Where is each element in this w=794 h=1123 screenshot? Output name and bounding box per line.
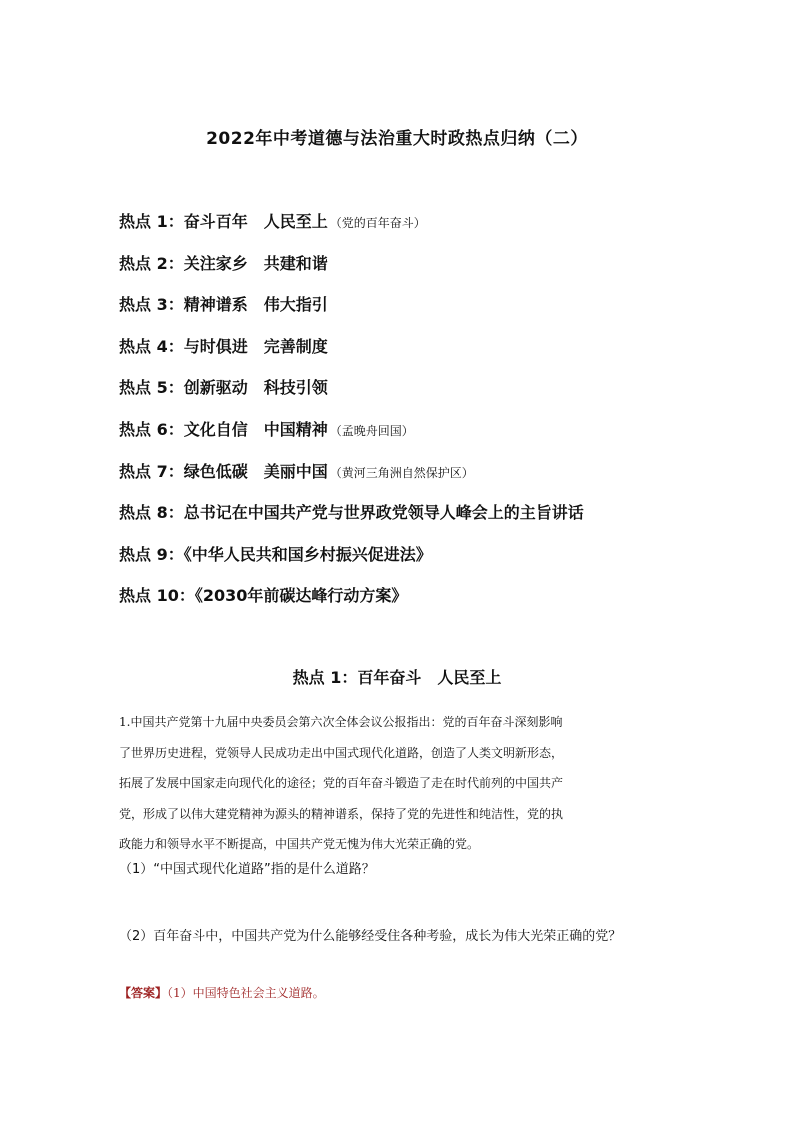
answer-text: （1）中国特色社会主义道路。 [167,986,325,1000]
hotspot-label: 热点 9：《中华人民共和国乡村振兴促进法》 [119,544,432,564]
hotspot-note: （孟晚舟回国） [329,423,414,438]
hotspot-item [119,333,584,375]
paragraph-line: 政能力和领导水平不断提高，中国共产党无愧为伟大光荣正确的党。 [119,837,480,851]
hotspot-item [119,250,584,292]
question-2: （2）百年奋斗中，中国共产党为什么能够经受住各种考验，成长为伟大光荣正确的党？ [119,929,622,944]
hotspot-note: （黄河三角洲自然保护区） [329,465,474,480]
material-paragraph [119,707,691,860]
section-title: 热点 1：百年奋斗 人民至上 [292,668,502,687]
answer [119,984,325,1001]
answer-tag: 【答案】 [119,986,168,1000]
hotspot-item [119,458,584,500]
hotspot-item [119,374,584,416]
paragraph-line: 了世界历史进程，党领导人民成功走出中国式现代化道路，创造了人类文明新形态， [119,745,564,760]
paragraph-line: 党，形成了以伟大建党精神为源头的精神谱系，保持了党的先进性和纯洁性，党的执 [119,806,564,821]
hotspot-label: 热点 6：文化自信 中国精神 [119,419,328,439]
hotspot-item [119,499,584,541]
hotspot-label: 热点 5：创新驱动 科技引领 [119,378,328,398]
hotspot-label: 热点 4：与时俱进 完善制度 [119,336,328,356]
hotspot-label: 热点 3：精神谱系 伟大指引 [119,295,328,315]
hotspot-label: 热点 7：绿色低碳 美丽中国 [119,461,328,481]
hotspot-label: 热点 2：关注家乡 共建和谐 [119,253,328,273]
paragraph-line: 拓展了发展中国家走向现代化的途径；党的百年奋斗锻造了走在时代前列的中国共产 [119,776,564,790]
hotspot-item [119,416,584,458]
hotspot-note: （党的百年奋斗） [329,216,426,230]
hotspot-item [119,541,584,583]
hotspot-item [119,208,584,250]
hotspot-label: 热点 1：奋斗百年 人民至上 [119,212,328,231]
hotspot-item [119,582,584,624]
paragraph-line: 1.中国共产党第十九届中央委员会第六次全体会议公报指出：党的百年奋斗深刻影响 [119,715,563,729]
hotspot-list [119,208,584,624]
question-1: （1）“中国式现代化道路”指的是什么道路？ [119,862,375,877]
hotspot-label: 热点 10：《2030年前碳达峰行动方案》 [119,586,408,606]
document-title: 2022年中考道德与法治重大时政热点归纳（二） [206,129,588,149]
hotspot-item [119,291,584,333]
hotspot-label: 热点 8：总书记在中国共产党与世界政党领导人峰会上的主旨讲话 [119,503,584,523]
